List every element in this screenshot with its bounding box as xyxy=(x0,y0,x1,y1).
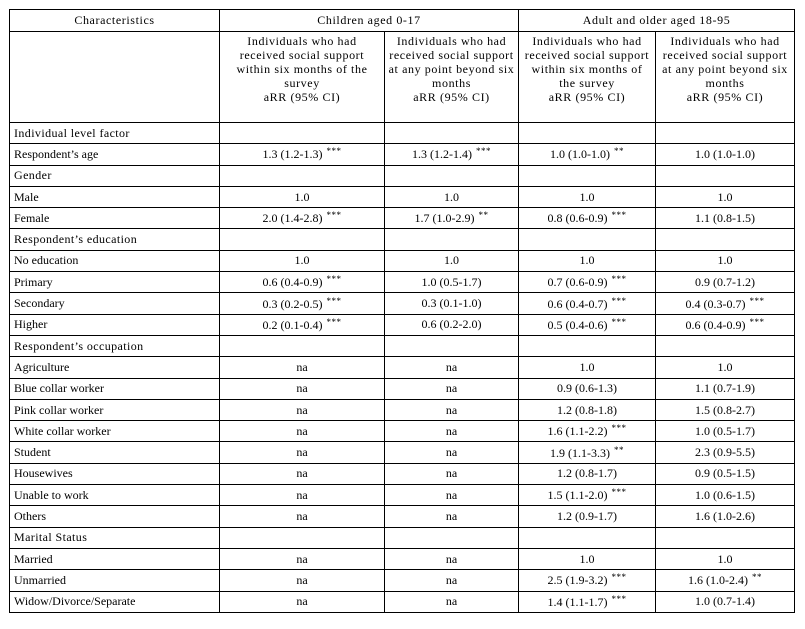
estimate-text: na xyxy=(445,487,458,502)
header-sub-adult-recent xyxy=(519,32,656,123)
value-cell xyxy=(519,485,656,506)
value-cell xyxy=(220,421,385,442)
estimate-text: 1.9 (1.1-3.3) xyxy=(550,445,611,460)
header-sub-adult-beyond xyxy=(656,32,795,123)
estimate-text: 1.5 (1.1-2.0) xyxy=(547,488,608,503)
value-cell xyxy=(519,314,656,335)
table-row xyxy=(10,591,795,612)
section-label: Gender xyxy=(10,165,220,186)
empty-cell xyxy=(220,527,385,548)
significance-marker: ** xyxy=(752,572,763,583)
value-cell xyxy=(656,463,795,484)
value-cell xyxy=(656,506,795,527)
empty-cell xyxy=(519,335,656,356)
value-cell xyxy=(385,485,519,506)
empty-cell xyxy=(656,165,795,186)
header-row-subcolumns xyxy=(10,32,795,123)
significance-marker: ** xyxy=(614,146,625,157)
estimate-text: na xyxy=(296,466,308,481)
value-cell xyxy=(385,442,519,463)
value-cell xyxy=(220,570,385,591)
value-cell xyxy=(220,293,385,314)
section-label: Respondent’s occupation xyxy=(10,335,220,356)
significance-marker: *** xyxy=(749,316,765,327)
value-cell xyxy=(385,570,519,591)
estimate-text: 1.6 (1.0-2.6) xyxy=(695,508,756,523)
row-label: Respondent’s age xyxy=(10,144,220,165)
header-ci: aRR (95% CI) xyxy=(413,90,490,104)
value-cell xyxy=(519,357,656,378)
header-characteristics: Characteristics xyxy=(10,10,220,32)
estimate-text: na xyxy=(445,551,458,566)
estimate-text: na xyxy=(296,551,308,566)
estimate-text: 1.0 xyxy=(717,253,733,268)
section-row xyxy=(10,335,795,356)
estimate-text: na xyxy=(296,423,308,438)
value-cell xyxy=(220,272,385,293)
empty-cell xyxy=(519,123,656,144)
estimate-text: 1.0 xyxy=(717,189,733,204)
estimate-text: 1.6 (1.0-2.4) xyxy=(688,573,749,588)
value-cell xyxy=(656,442,795,463)
estimate-text: 0.7 (0.6-0.9) xyxy=(547,275,608,290)
value-cell xyxy=(656,378,795,399)
section-row xyxy=(10,527,795,548)
estimate-text: 1.4 (1.1-1.7) xyxy=(547,594,608,609)
empty-cell xyxy=(220,123,385,144)
value-cell xyxy=(656,548,795,569)
row-label: Unable to work xyxy=(10,485,220,506)
empty-cell xyxy=(519,229,656,250)
value-cell xyxy=(519,378,656,399)
estimate-text: 1.2 (0.9-1.7) xyxy=(557,508,618,523)
empty-cell xyxy=(385,527,519,548)
value-cell xyxy=(220,208,385,229)
significance-marker: *** xyxy=(611,572,627,583)
value-cell xyxy=(519,421,656,442)
significance-marker: *** xyxy=(476,146,491,157)
row-label: Student xyxy=(10,442,220,463)
estimate-text: na xyxy=(296,594,308,609)
row-label: Male xyxy=(10,186,220,207)
estimate-text: 1.0 xyxy=(444,253,459,268)
estimate-text: na xyxy=(445,402,458,417)
value-cell xyxy=(656,421,795,442)
empty-cell xyxy=(519,165,656,186)
empty-cell xyxy=(656,335,795,356)
estimate-text: 1.5 (0.8-2.7) xyxy=(695,402,756,417)
header-adult-group: Adult and older aged 18-95 xyxy=(519,10,795,32)
section-label: Marital Status xyxy=(10,527,220,548)
table-row xyxy=(10,421,795,442)
estimate-text: 0.8 (0.6-0.9) xyxy=(547,211,608,226)
table-row xyxy=(10,314,795,335)
section-label: Individual level factor xyxy=(10,123,220,144)
estimate-text: 0.4 (0.3-0.7) xyxy=(685,296,746,311)
header-sub-children-beyond xyxy=(385,32,519,123)
value-cell xyxy=(656,186,795,207)
value-cell xyxy=(385,272,519,293)
value-cell xyxy=(519,144,656,165)
header-ci: aRR (95% CI) xyxy=(263,90,341,104)
value-cell xyxy=(220,314,385,335)
header-sub-text: Individuals who had received social support within six months of the survey xyxy=(236,34,368,90)
estimate-text: na xyxy=(445,445,458,460)
header-ci: aRR (95% CI) xyxy=(686,90,764,104)
significance-marker: *** xyxy=(611,316,627,327)
estimate-text: 1.0 xyxy=(717,359,733,374)
section-label: Respondent’s education xyxy=(10,229,220,250)
estimate-text: 0.9 (0.6-1.3) xyxy=(557,381,618,396)
significance-marker: *** xyxy=(611,274,627,285)
row-label: Pink collar worker xyxy=(10,399,220,420)
empty-cell xyxy=(656,527,795,548)
table-row xyxy=(10,250,795,271)
estimate-text: na xyxy=(296,508,308,523)
value-cell xyxy=(656,293,795,314)
value-cell xyxy=(220,442,385,463)
significance-marker: ** xyxy=(614,444,625,455)
value-cell xyxy=(385,208,519,229)
significance-marker: ** xyxy=(478,210,489,221)
value-cell xyxy=(656,250,795,271)
value-cell xyxy=(656,399,795,420)
estimate-text: 1.0 (0.5-1.7) xyxy=(421,274,482,289)
significance-marker: *** xyxy=(326,274,342,285)
value-cell xyxy=(656,570,795,591)
estimate-text: 1.0 xyxy=(717,551,733,566)
value-cell xyxy=(385,548,519,569)
header-sub-children-recent xyxy=(220,32,385,123)
estimate-text: 1.3 (1.2-1.3) xyxy=(262,147,323,162)
significance-marker: *** xyxy=(611,487,627,498)
value-cell xyxy=(385,378,519,399)
estimate-text: 1.1 (0.8-1.5) xyxy=(695,210,756,225)
empty-cell xyxy=(385,165,519,186)
estimate-text: 1.2 (0.8-1.8) xyxy=(557,402,618,417)
table-row xyxy=(10,506,795,527)
estimate-text: na xyxy=(296,381,308,396)
value-cell xyxy=(385,399,519,420)
section-row xyxy=(10,123,795,144)
estimate-text: 0.5 (0.4-0.6) xyxy=(547,317,608,332)
value-cell xyxy=(519,293,656,314)
estimate-text: 0.6 (0.4-0.9) xyxy=(685,317,746,332)
estimate-text: 1.3 (1.2-1.4) xyxy=(412,147,472,162)
value-cell xyxy=(656,208,795,229)
empty-cell xyxy=(385,229,519,250)
header-children-group: Children aged 0-17 xyxy=(220,10,519,32)
value-cell xyxy=(220,144,385,165)
value-cell xyxy=(220,506,385,527)
estimate-text: 1.0 (1.0-1.0) xyxy=(550,147,611,162)
value-cell xyxy=(385,250,519,271)
estimate-text: na xyxy=(445,423,458,438)
estimate-text: 1.0 xyxy=(579,253,595,268)
estimate-text: na xyxy=(445,572,458,587)
value-cell xyxy=(519,250,656,271)
estimate-text: na xyxy=(445,381,458,396)
table-row xyxy=(10,442,795,463)
row-label: Housewives xyxy=(10,463,220,484)
value-cell xyxy=(220,378,385,399)
significance-marker: *** xyxy=(326,210,342,221)
table-row xyxy=(10,293,795,314)
significance-marker: *** xyxy=(326,146,342,157)
significance-marker: *** xyxy=(326,316,342,327)
value-cell xyxy=(385,357,519,378)
empty-cell xyxy=(220,335,385,356)
empty-cell xyxy=(656,229,795,250)
row-label: Married xyxy=(10,548,220,569)
table-row xyxy=(10,463,795,484)
value-cell xyxy=(220,357,385,378)
table-row xyxy=(10,186,795,207)
significance-marker: *** xyxy=(611,593,627,604)
header-sub-text: Individuals who had received social support at any point beyond six months xyxy=(662,34,788,90)
estimate-text: 1.0 xyxy=(444,189,459,204)
estimate-text: na xyxy=(296,572,308,587)
estimate-text: 1.0 xyxy=(579,189,595,204)
value-cell xyxy=(656,485,795,506)
table-row xyxy=(10,272,795,293)
table-row xyxy=(10,378,795,399)
row-label: Agriculture xyxy=(10,357,220,378)
estimate-text: na xyxy=(296,359,308,374)
value-cell xyxy=(519,591,656,612)
estimate-text: 0.3 (0.1-1.0) xyxy=(421,296,482,311)
estimate-text: 2.0 (1.4-2.8) xyxy=(262,211,323,226)
estimate-text: 2.3 (0.9-5.5) xyxy=(695,445,756,460)
header-row-groups xyxy=(10,10,795,32)
value-cell xyxy=(519,548,656,569)
value-cell xyxy=(656,272,795,293)
value-cell xyxy=(519,570,656,591)
estimate-text: 0.6 (0.2-2.0) xyxy=(421,317,482,332)
value-cell xyxy=(385,506,519,527)
significance-marker: *** xyxy=(749,295,765,306)
estimate-text: na xyxy=(296,445,308,460)
value-cell xyxy=(385,463,519,484)
estimate-text: na xyxy=(445,594,458,609)
value-cell xyxy=(656,591,795,612)
value-cell xyxy=(656,314,795,335)
estimate-text: 0.2 (0.1-0.4) xyxy=(262,317,323,332)
estimate-text: 1.7 (1.0-2.9) xyxy=(414,211,475,226)
estimate-text: 0.9 (0.7-1.2) xyxy=(695,274,756,289)
value-cell xyxy=(385,144,519,165)
header-sub-text: Individuals who had received social support within six months of the survey xyxy=(524,34,650,90)
value-cell xyxy=(220,591,385,612)
value-cell xyxy=(519,506,656,527)
row-label: Unmarried xyxy=(10,570,220,591)
header-ci: aRR (95% CI) xyxy=(548,90,626,104)
value-cell xyxy=(385,314,519,335)
row-label: Female xyxy=(10,208,220,229)
empty-cell xyxy=(519,527,656,548)
value-cell xyxy=(220,399,385,420)
value-cell xyxy=(656,144,795,165)
row-label: Primary xyxy=(10,272,220,293)
row-label: White collar worker xyxy=(10,421,220,442)
estimate-text: 1.0 xyxy=(579,551,595,566)
significance-marker: *** xyxy=(326,295,342,306)
estimate-text: 0.6 (0.4-0.7) xyxy=(547,296,608,311)
estimate-text: 1.0 xyxy=(579,359,595,374)
estimate-text: na xyxy=(445,466,458,481)
table-row xyxy=(10,208,795,229)
estimate-text: na xyxy=(296,487,308,502)
row-label: No education xyxy=(10,250,220,271)
results-table xyxy=(9,9,795,613)
empty-cell xyxy=(385,123,519,144)
row-label: Widow/Divorce/Separate xyxy=(10,591,220,612)
estimate-text: 1.1 (0.7-1.9) xyxy=(695,381,756,396)
value-cell xyxy=(385,186,519,207)
value-cell xyxy=(519,186,656,207)
empty-cell xyxy=(220,229,385,250)
estimate-text: 1.0 (1.0-1.0) xyxy=(695,146,756,161)
value-cell xyxy=(519,399,656,420)
value-cell xyxy=(220,186,385,207)
value-cell xyxy=(519,272,656,293)
section-row xyxy=(10,165,795,186)
value-cell xyxy=(519,463,656,484)
table-row xyxy=(10,570,795,591)
header-empty-cell xyxy=(10,32,220,123)
estimate-text: 2.5 (1.9-3.2) xyxy=(547,573,608,588)
value-cell xyxy=(220,485,385,506)
estimate-text: na xyxy=(445,508,458,523)
row-label: Blue collar worker xyxy=(10,378,220,399)
table-row xyxy=(10,399,795,420)
section-row xyxy=(10,229,795,250)
significance-marker: *** xyxy=(611,423,627,434)
estimate-text: 1.0 xyxy=(294,253,310,268)
empty-cell xyxy=(385,335,519,356)
header-sub-text: Individuals who had received social support at any point beyond six months xyxy=(388,34,515,90)
estimate-text: na xyxy=(296,402,308,417)
value-cell xyxy=(385,293,519,314)
estimate-text: 1.0 (0.6-1.5) xyxy=(695,487,756,502)
table-row xyxy=(10,485,795,506)
table-row xyxy=(10,548,795,569)
row-label: Others xyxy=(10,506,220,527)
estimate-text: 1.0 xyxy=(294,189,310,204)
value-cell xyxy=(519,208,656,229)
estimate-text: 0.9 (0.5-1.5) xyxy=(695,466,756,481)
value-cell xyxy=(220,548,385,569)
row-label: Secondary xyxy=(10,293,220,314)
significance-marker: *** xyxy=(611,295,627,306)
significance-marker: *** xyxy=(611,210,627,221)
value-cell xyxy=(656,357,795,378)
estimate-text: na xyxy=(445,359,458,374)
value-cell xyxy=(220,463,385,484)
empty-cell xyxy=(656,123,795,144)
estimate-text: 0.6 (0.4-0.9) xyxy=(262,275,323,290)
table-row xyxy=(10,144,795,165)
value-cell xyxy=(385,591,519,612)
estimate-text: 1.6 (1.1-2.2) xyxy=(547,424,608,439)
estimate-text: 1.2 (0.8-1.7) xyxy=(557,466,618,481)
estimate-text: 1.0 (0.5-1.7) xyxy=(695,423,756,438)
value-cell xyxy=(220,250,385,271)
empty-cell xyxy=(220,165,385,186)
estimate-text: 1.0 (0.7-1.4) xyxy=(695,594,756,609)
estimate-text: 0.3 (0.2-0.5) xyxy=(262,296,323,311)
row-label: Higher xyxy=(10,314,220,335)
table-row xyxy=(10,357,795,378)
value-cell xyxy=(385,421,519,442)
value-cell xyxy=(519,442,656,463)
